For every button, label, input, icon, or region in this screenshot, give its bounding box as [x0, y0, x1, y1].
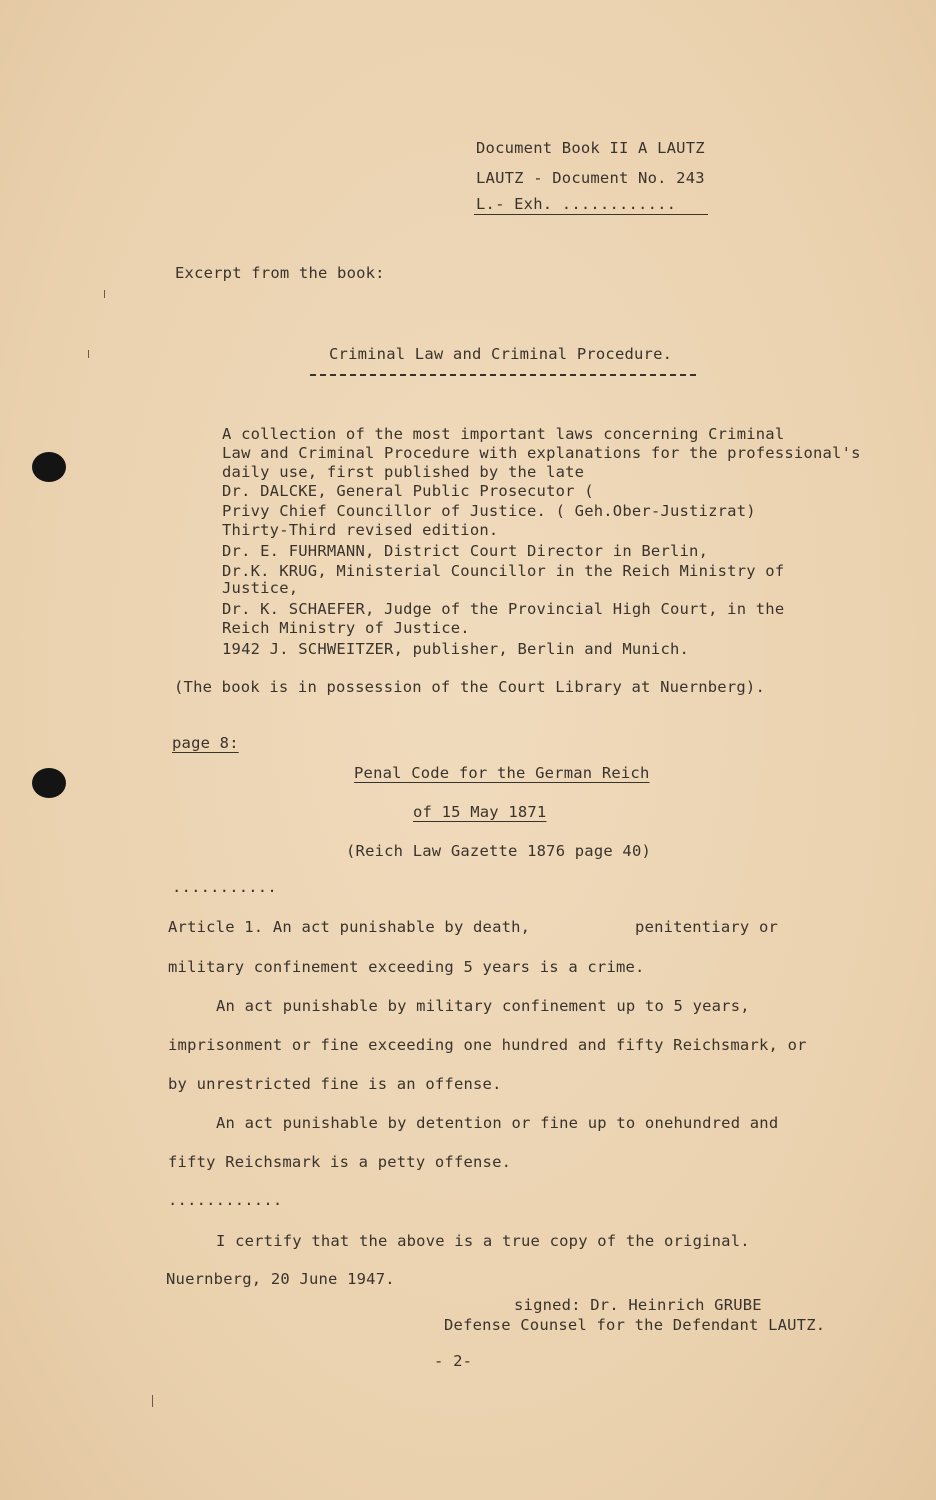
- penal-code-title: Penal Code for the German Reich: [354, 764, 650, 782]
- possession-note: (The book is in possession of the Court Library at Nuernberg).: [174, 678, 765, 696]
- description-line: Thirty-Third revised edition.: [222, 521, 499, 539]
- description-line: Privy Chief Councillor of Justice. ( Geh.Ober-Justizrat): [222, 502, 756, 520]
- description-line: Dr. E. FUHRMANN, District Court Director in Berlin,: [222, 542, 709, 560]
- paper-mark: [152, 1395, 153, 1407]
- article-line: An act punishable by detention or fine up to onehundred and: [216, 1114, 779, 1132]
- ellipsis-separator: ............: [168, 1191, 283, 1209]
- ellipsis-separator: ...........: [172, 878, 277, 896]
- punch-hole-top: [32, 452, 66, 482]
- header-exhibit: L.- Exh. ............: [476, 195, 677, 213]
- certification-statement: I certify that the above is a true copy of the original.: [216, 1232, 750, 1250]
- paper-mark: [104, 290, 105, 298]
- article-line: military confinement exceeding 5 years is a crime.: [168, 958, 645, 976]
- header-document-number: LAUTZ - Document No. 243: [476, 169, 705, 187]
- description-line: A collection of the most important laws concerning Criminal: [222, 425, 785, 443]
- punch-hole-bottom: [32, 768, 66, 798]
- description-line: daily use, first published by the late: [222, 463, 585, 481]
- article-line: Article 1. An act punishable by death, penitentiary or: [168, 918, 779, 936]
- header-document-book: Document Book II A LAUTZ: [476, 139, 705, 157]
- description-line: Law and Criminal Procedure with explanations for the professional's: [222, 444, 861, 462]
- article-line: imprisonment or fine exceeding one hundred and fifty Reichsmark, or: [168, 1036, 807, 1054]
- description-line: Dr. K. SCHAEFER, Judge of the Provincial High Court, in the: [222, 600, 785, 618]
- article-line: fifty Reichsmark is a petty offense.: [168, 1153, 512, 1171]
- description-line: 1942 J. SCHWEITZER, publisher, Berlin and Munich.: [222, 640, 690, 658]
- book-title: Criminal Law and Criminal Procedure.: [329, 345, 673, 363]
- penal-code-reference: (Reich Law Gazette 1876 page 40): [346, 842, 652, 860]
- paper-mark: [88, 350, 89, 358]
- book-title-dashes: [310, 374, 696, 376]
- excerpt-intro: Excerpt from the book:: [175, 264, 385, 282]
- signature-role: Defense Counsel for the Defendant LAUTZ.: [444, 1316, 826, 1334]
- page-number: - 2-: [434, 1352, 473, 1370]
- place-and-date: Nuernberg, 20 June 1947.: [166, 1270, 395, 1288]
- header-underline: [474, 214, 708, 215]
- description-line: Dr. DALCKE, General Public Prosecutor (: [222, 482, 594, 500]
- description-line: Justice,: [222, 579, 299, 597]
- description-line: Dr.K. KRUG, Ministerial Councillor in the Reich Ministry of: [222, 562, 785, 580]
- signature-line: signed: Dr. Heinrich GRUBE: [514, 1296, 762, 1314]
- article-line: by unrestricted fine is an offense.: [168, 1075, 502, 1093]
- penal-code-date: of 15 May 1871: [413, 803, 547, 821]
- description-line: Reich Ministry of Justice.: [222, 619, 470, 637]
- article-line: An act punishable by military confinement up to 5 years,: [216, 997, 750, 1015]
- page-reference: page 8:: [172, 734, 239, 752]
